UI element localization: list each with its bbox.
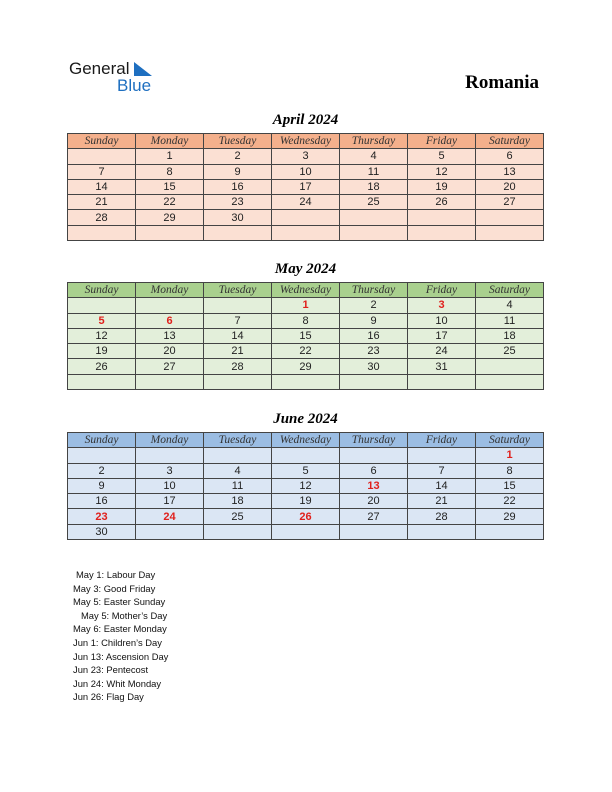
empty-day-cell xyxy=(476,374,544,389)
month-title-may: May 2024 xyxy=(274,261,337,277)
holiday-list-item: Jun 1: Children’s Day xyxy=(73,636,162,648)
empty-day-cell xyxy=(272,225,340,240)
day-cell: 1 xyxy=(136,149,204,164)
weekday-header: Monday xyxy=(136,433,204,448)
day-cell: 30 xyxy=(340,359,408,374)
day-cell: 30 xyxy=(204,210,272,225)
day-cell: 18 xyxy=(340,179,408,194)
day-cell: 3 xyxy=(136,463,204,478)
empty-day-cell xyxy=(340,524,408,539)
day-cell: 28 xyxy=(408,509,476,524)
weekday-header-row xyxy=(68,433,544,448)
day-cell: 9 xyxy=(204,164,272,179)
day-cell: 21 xyxy=(68,195,136,210)
week-row xyxy=(68,524,544,539)
empty-day-cell xyxy=(136,448,204,463)
day-cell: 23 xyxy=(68,509,136,524)
month-title-june: June 2024 xyxy=(273,411,338,427)
day-cell: 13 xyxy=(136,328,204,343)
day-cell: 7 xyxy=(408,463,476,478)
empty-day-cell xyxy=(68,374,136,389)
day-cell: 19 xyxy=(68,344,136,359)
day-cell: 12 xyxy=(272,478,340,493)
week-row xyxy=(68,195,544,210)
day-cell: 20 xyxy=(136,344,204,359)
weekday-header: Tuesday xyxy=(204,283,272,298)
weekday-header: Friday xyxy=(408,134,476,149)
day-cell: 25 xyxy=(476,344,544,359)
weekday-header-row xyxy=(68,134,544,149)
day-cell: 27 xyxy=(136,359,204,374)
day-cell: 17 xyxy=(272,179,340,194)
day-cell: 19 xyxy=(272,494,340,509)
day-cell: 1 xyxy=(476,448,544,463)
holiday-list-item: May 6: Easter Monday xyxy=(73,623,167,635)
day-cell: 14 xyxy=(204,328,272,343)
day-cell: 21 xyxy=(408,494,476,509)
empty-day-cell xyxy=(272,448,340,463)
weekday-header: Saturday xyxy=(476,433,544,448)
day-cell: 24 xyxy=(136,509,204,524)
empty-day-cell xyxy=(408,225,476,240)
empty-day-cell xyxy=(204,374,272,389)
empty-day-cell xyxy=(408,448,476,463)
weekday-header: Saturday xyxy=(476,134,544,149)
day-cell: 18 xyxy=(476,328,544,343)
day-cell: 2 xyxy=(68,463,136,478)
empty-day-cell xyxy=(476,210,544,225)
day-cell: 26 xyxy=(68,359,136,374)
day-cell: 28 xyxy=(204,359,272,374)
weekday-header: Wednesday xyxy=(272,134,340,149)
week-row xyxy=(68,374,544,389)
holiday-list xyxy=(73,568,168,704)
empty-day-cell xyxy=(204,298,272,313)
holiday-list-item: May 1: Labour Day xyxy=(76,569,156,580)
day-cell: 3 xyxy=(272,149,340,164)
day-cell: 17 xyxy=(136,494,204,509)
weekday-header: Thursday xyxy=(340,283,408,298)
day-cell: 4 xyxy=(476,298,544,313)
calendar-may xyxy=(67,282,544,390)
day-cell: 18 xyxy=(204,494,272,509)
day-cell: 23 xyxy=(340,344,408,359)
day-cell: 28 xyxy=(68,210,136,225)
empty-day-cell xyxy=(272,524,340,539)
day-cell: 15 xyxy=(476,478,544,493)
day-cell: 23 xyxy=(204,195,272,210)
weekday-header-row xyxy=(68,283,544,298)
day-cell: 27 xyxy=(340,509,408,524)
empty-day-cell xyxy=(136,298,204,313)
day-cell: 6 xyxy=(476,149,544,164)
holiday-list-item: May 5: Easter Sunday xyxy=(73,596,166,608)
weekday-header: Thursday xyxy=(340,134,408,149)
day-cell: 26 xyxy=(272,509,340,524)
empty-day-cell xyxy=(204,448,272,463)
empty-day-cell xyxy=(68,448,136,463)
day-cell: 26 xyxy=(408,195,476,210)
holiday-list-item: May 5: Mother’s Day xyxy=(81,609,168,621)
empty-day-cell xyxy=(408,374,476,389)
day-cell: 4 xyxy=(204,463,272,478)
day-cell: 9 xyxy=(340,313,408,328)
day-cell: 10 xyxy=(272,164,340,179)
week-row xyxy=(68,448,544,463)
day-cell: 8 xyxy=(476,463,544,478)
day-cell: 10 xyxy=(136,478,204,493)
day-cell: 25 xyxy=(340,195,408,210)
week-row xyxy=(68,509,544,524)
empty-day-cell xyxy=(408,210,476,225)
day-cell: 25 xyxy=(204,509,272,524)
empty-day-cell xyxy=(476,359,544,374)
day-cell: 29 xyxy=(272,359,340,374)
weekday-header: Monday xyxy=(136,283,204,298)
day-cell: 2 xyxy=(204,149,272,164)
day-cell: 31 xyxy=(408,359,476,374)
day-cell: 15 xyxy=(272,328,340,343)
weekday-header: Wednesday xyxy=(272,283,340,298)
day-cell: 1 xyxy=(272,298,340,313)
weekday-header: Sunday xyxy=(68,433,136,448)
day-cell: 17 xyxy=(408,328,476,343)
weekday-header: Friday xyxy=(408,433,476,448)
day-cell: 21 xyxy=(204,344,272,359)
empty-day-cell xyxy=(68,298,136,313)
day-cell: 12 xyxy=(68,328,136,343)
day-cell: 29 xyxy=(476,509,544,524)
holiday-list-item: Jun 13: Ascension Day xyxy=(73,650,169,662)
empty-day-cell xyxy=(340,448,408,463)
day-cell: 27 xyxy=(476,195,544,210)
day-cell: 29 xyxy=(136,210,204,225)
holiday-list-item: May 3: Good Friday xyxy=(73,582,156,594)
weekday-header: Tuesday xyxy=(204,134,272,149)
week-row xyxy=(68,164,544,179)
day-cell: 30 xyxy=(68,524,136,539)
week-row xyxy=(68,210,544,225)
empty-day-cell xyxy=(136,524,204,539)
day-cell: 2 xyxy=(340,298,408,313)
day-cell: 10 xyxy=(408,313,476,328)
day-cell: 22 xyxy=(136,195,204,210)
weekday-header: Thursday xyxy=(340,433,408,448)
week-row xyxy=(68,328,544,343)
day-cell: 6 xyxy=(136,313,204,328)
week-row xyxy=(68,463,544,478)
day-cell: 14 xyxy=(68,179,136,194)
day-cell: 22 xyxy=(476,494,544,509)
day-cell: 22 xyxy=(272,344,340,359)
empty-day-cell xyxy=(340,374,408,389)
week-row xyxy=(68,225,544,240)
logo-flag-icon xyxy=(134,62,154,78)
day-cell: 24 xyxy=(272,195,340,210)
week-row xyxy=(68,344,544,359)
day-cell: 24 xyxy=(408,344,476,359)
day-cell: 15 xyxy=(136,179,204,194)
weekday-header: Friday xyxy=(408,283,476,298)
week-row xyxy=(68,494,544,509)
day-cell: 11 xyxy=(340,164,408,179)
day-cell: 3 xyxy=(408,298,476,313)
week-row xyxy=(68,149,544,164)
day-cell: 13 xyxy=(340,478,408,493)
day-cell: 4 xyxy=(340,149,408,164)
day-cell: 20 xyxy=(340,494,408,509)
empty-day-cell xyxy=(204,524,272,539)
week-row xyxy=(68,359,544,374)
logo-text-blue: Blue xyxy=(117,76,152,95)
day-cell: 5 xyxy=(408,149,476,164)
logo-text-general: General xyxy=(69,59,130,78)
country-title: Romania xyxy=(465,72,539,93)
empty-day-cell xyxy=(408,524,476,539)
empty-day-cell xyxy=(340,210,408,225)
empty-day-cell xyxy=(68,149,136,164)
day-cell: 16 xyxy=(204,179,272,194)
logo xyxy=(69,60,151,94)
weekday-header: Wednesday xyxy=(272,433,340,448)
holiday-list-item: Jun 26: Flag Day xyxy=(73,691,144,703)
empty-day-cell xyxy=(272,210,340,225)
day-cell: 5 xyxy=(272,463,340,478)
day-cell: 9 xyxy=(68,478,136,493)
weekday-header: Sunday xyxy=(68,134,136,149)
day-cell: 6 xyxy=(340,463,408,478)
weekday-header: Sunday xyxy=(68,283,136,298)
day-cell: 7 xyxy=(204,313,272,328)
holiday-list-item: Jun 23: Pentecost xyxy=(73,664,149,676)
day-cell: 16 xyxy=(68,494,136,509)
empty-day-cell xyxy=(476,524,544,539)
week-row xyxy=(68,313,544,328)
empty-day-cell xyxy=(136,374,204,389)
week-row xyxy=(68,478,544,493)
empty-day-cell xyxy=(204,225,272,240)
holiday-list-item: Jun 24: Whit Monday xyxy=(73,677,162,689)
day-cell: 19 xyxy=(408,179,476,194)
day-cell: 12 xyxy=(408,164,476,179)
weekday-header: Tuesday xyxy=(204,433,272,448)
day-cell: 11 xyxy=(204,478,272,493)
weekday-header: Saturday xyxy=(476,283,544,298)
calendar-june xyxy=(67,432,544,540)
week-row xyxy=(68,179,544,194)
day-cell: 7 xyxy=(68,164,136,179)
day-cell: 20 xyxy=(476,179,544,194)
empty-day-cell xyxy=(272,374,340,389)
empty-day-cell xyxy=(136,225,204,240)
day-cell: 14 xyxy=(408,478,476,493)
day-cell: 16 xyxy=(340,328,408,343)
empty-day-cell xyxy=(476,225,544,240)
day-cell: 11 xyxy=(476,313,544,328)
day-cell: 5 xyxy=(68,313,136,328)
weekday-header: Monday xyxy=(136,134,204,149)
calendar-april xyxy=(67,133,544,241)
empty-day-cell xyxy=(340,225,408,240)
empty-day-cell xyxy=(68,225,136,240)
week-row xyxy=(68,298,544,313)
day-cell: 8 xyxy=(272,313,340,328)
day-cell: 8 xyxy=(136,164,204,179)
month-title-april: April 2024 xyxy=(272,112,339,128)
day-cell: 13 xyxy=(476,164,544,179)
